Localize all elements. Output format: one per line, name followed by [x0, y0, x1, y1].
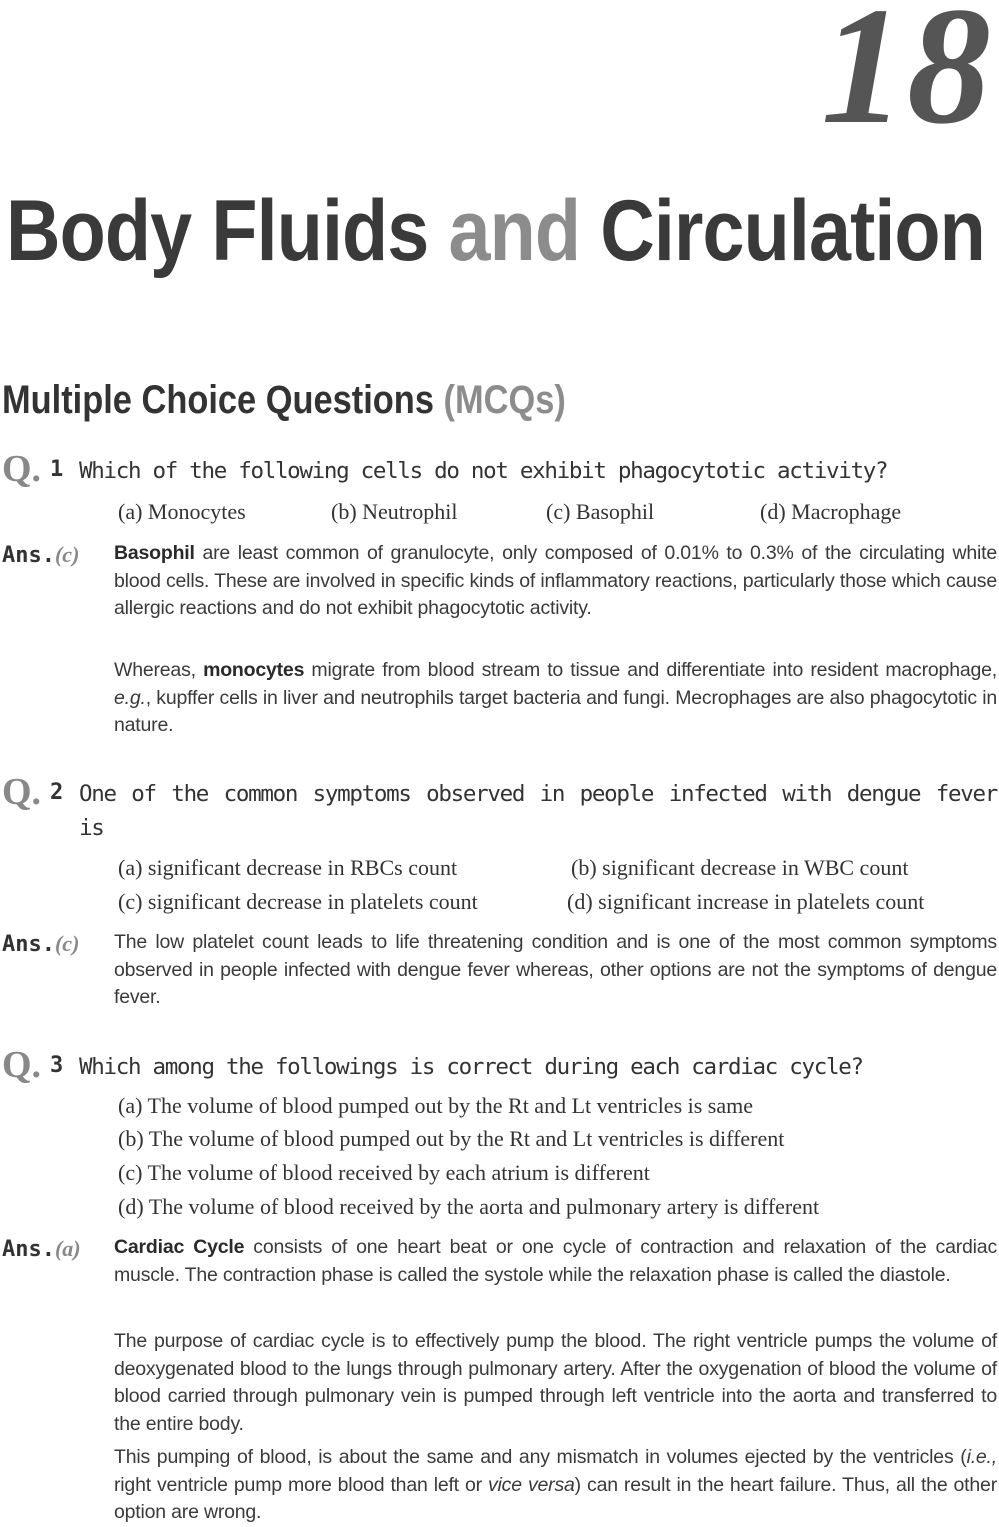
option-b: (b) The volume of blood pumped out by the Rt and Lt ventricles is different: [118, 1126, 785, 1151]
section-heading-abbr: (MCQs): [443, 378, 566, 422]
question-text: Which among the followings is correct during each cardiac cycle?: [79, 1054, 863, 1080]
answer-letter: (a): [54, 1236, 81, 1261]
answer-label-3: [2, 1236, 81, 1262]
answer-italic: vice versa: [488, 1473, 575, 1496]
section-heading-main: Multiple Choice Questions: [2, 378, 444, 422]
chapter-number: 18: [821, 0, 993, 159]
option-a: (a) significant decrease in RBCs count: [118, 855, 458, 880]
answer-text: This pumping of blood, is about the same and any mismatch in volumes ejected by the ventricles (: [114, 1446, 967, 1468]
chapter-title-part1: Body Fluids: [6, 183, 449, 279]
option-d: (d) The volume of blood received by the aorta and pulmonary artery is different: [118, 1194, 820, 1219]
question-marker: Q.: [2, 1044, 42, 1086]
answer-text: Whereas,: [114, 659, 204, 681]
answer-text: right ventricle pump more blood than left or: [114, 1473, 488, 1496]
answer-term: Cardiac Cycle: [114, 1236, 245, 1258]
chapter-title-part2: and: [448, 183, 581, 279]
answer-term: Basophil: [114, 542, 195, 564]
question-text: One of the common symptoms observed in people infected with dengue fever is: [79, 781, 997, 841]
answer-term: monocytes: [203, 659, 305, 681]
answer-italic: e.g.: [114, 686, 146, 709]
option-a: (a) Monocytes: [118, 499, 246, 524]
answer-text: ) can result in the heart failure. Thus, all the other option are wrong.: [114, 1473, 997, 1523]
answer-prefix: Ans.: [2, 1237, 55, 1262]
question-text: Which of the following cells do not exhibit phagocytotic activity?: [79, 458, 888, 484]
answer-label-2: [2, 931, 79, 957]
option-b: (b) Neutrophil: [331, 499, 458, 524]
answer-letter: (c): [54, 931, 80, 956]
answer-3-paragraph-2: The purpose of cardiac cycle is to effectively pump the blood. The right ventricle pumps the volume of deoxygenated blood to the lungs through pulmonary artery. After the oxygenation of blood the volume of blood carried through pulmonary vein is pumped through left ventricle into the aorta and transferred to the entire body.: [114, 1330, 997, 1435]
answer-prefix: Ans.: [2, 932, 55, 957]
answer-prefix: Ans.: [2, 543, 55, 568]
option-d: (d) significant increase in platelets count: [567, 889, 925, 914]
option-b: (b) significant decrease in WBC count: [571, 855, 909, 880]
question-marker: Q.: [2, 448, 42, 490]
option-c: (c) Basophil: [546, 499, 655, 524]
answer-1-paragraph-1: [114, 540, 997, 623]
chapter-title-part3: Circulation: [580, 183, 985, 279]
answer-text: consists of one heart beat or one cycle of contraction and relaxation of the cardiac muscle. The contraction phase is called the systole while the relaxation phase is called the diastole.: [114, 1236, 998, 1286]
answer-1-paragraph-2: [114, 657, 997, 740]
answer-2-paragraph-1: The low platelet count leads to life threatening condition and is one of the most common symptoms observed in people infected with dengue fever whereas, other options are not the symptoms of dengue fever.: [114, 931, 997, 1008]
question-number: 2: [50, 780, 64, 805]
answer-letter: (c): [54, 542, 80, 567]
question-number: 1: [50, 457, 64, 482]
question-number: 3: [50, 1053, 64, 1078]
answer-text: migrate from blood stream to tissue and differentiate into resident macrophage,: [304, 659, 997, 681]
question-marker: Q.: [2, 771, 42, 813]
answer-italic: i.e.,: [966, 1446, 997, 1468]
chapter-title: [6, 183, 985, 279]
answer-3-paragraph-1: [114, 1234, 997, 1289]
answer-3-paragraph-3: [114, 1444, 997, 1527]
option-c: (c) significant decrease in platelets count: [118, 889, 478, 914]
option-c: (c) The volume of blood received by each atrium is different: [118, 1160, 650, 1185]
option-d: (d) Macrophage: [760, 499, 902, 524]
answer-label-1: [2, 542, 79, 568]
answer-text: are least common of granulocyte, only composed of 0.01% to 0.3% of the circulating white blood cells. These are involved in specific kinds of inflammatory reactions, particularly those which cause allergic reactions and do not exhibit phagocytotic activity.: [114, 542, 997, 619]
answer-text: , kupffer cells in liver and neutrophils target bacteria and fungi. Mecrophages are also phagocytotic in nature.: [114, 686, 997, 736]
option-a: (a) The volume of blood pumped out by the Rt and Lt ventricles is same: [118, 1093, 754, 1118]
section-heading: [2, 380, 566, 420]
